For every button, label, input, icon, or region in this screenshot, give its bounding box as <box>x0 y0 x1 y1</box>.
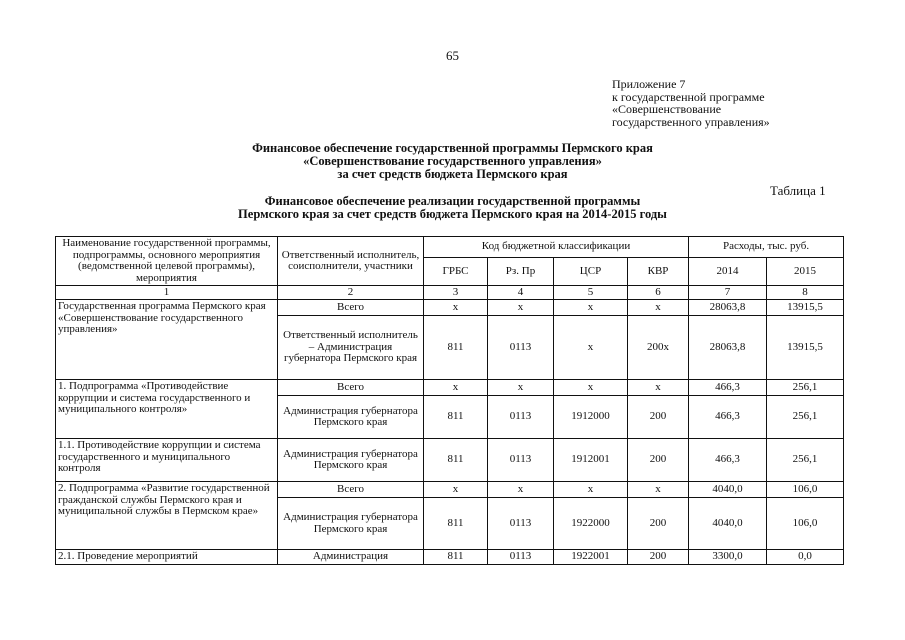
grbs-cell: 811 <box>424 316 488 380</box>
rzpr-cell: 0113 <box>488 550 554 565</box>
header-executor: Ответственный исполнитель, соисполнители, участники <box>278 237 424 286</box>
executor-cell: Администрация <box>278 550 424 565</box>
amount-2014-cell: 466,3 <box>689 380 767 396</box>
kvr-cell: 200 <box>628 396 689 439</box>
program-name: 2.1. Проведение мероприятий <box>56 550 278 565</box>
appendix-line: Приложение 7 <box>612 77 686 91</box>
amount-2015-cell: 13915,5 <box>767 300 844 316</box>
table-row <box>56 482 844 498</box>
rzpr-cell: 0113 <box>488 498 554 550</box>
rzpr-cell: х <box>488 300 554 316</box>
amount-2014-cell: 4040,0 <box>689 482 767 498</box>
column-number: 4 <box>488 286 554 300</box>
csr-cell: 1912001 <box>554 439 628 482</box>
rzpr-cell: х <box>488 482 554 498</box>
rzpr-cell: х <box>488 380 554 396</box>
grbs-cell: 811 <box>424 550 488 565</box>
table-title <box>0 195 905 221</box>
kvr-cell: 200 <box>628 550 689 565</box>
kvr-cell: 200 <box>628 498 689 550</box>
amount-2014-cell: 3300,0 <box>689 550 767 565</box>
program-name: 2. Подпрограмма «Развитие государственной гражданской службы Пермского края и муниципальной службы в Пермском крае» <box>56 482 278 550</box>
table-row <box>56 380 844 396</box>
csr-cell: х <box>554 380 628 396</box>
rzpr-cell: 0113 <box>488 439 554 482</box>
header-expenses: Расходы, тыс. руб. <box>689 237 844 258</box>
csr-cell: 1912000 <box>554 396 628 439</box>
appendix-line: «Совершенствование <box>612 102 722 116</box>
page-number: 65 <box>446 48 459 63</box>
title-line: за счет средств бюджета Пермского края <box>337 167 568 181</box>
grbs-cell: 811 <box>424 498 488 550</box>
header-2014: 2014 <box>689 258 767 286</box>
amount-2014-cell: 28063,8 <box>689 300 767 316</box>
kvr-cell: х <box>628 482 689 498</box>
header-budget-code: Код бюджетной классификации <box>424 237 689 258</box>
header-2015: 2015 <box>767 258 844 286</box>
kvr-cell: х <box>628 300 689 316</box>
column-number: 7 <box>689 286 767 300</box>
program-name: 1.1. Противодействие коррупции и система государственного и муниципального контроля <box>56 439 278 482</box>
executor-cell: Администрация губернатора Пермского края <box>278 396 424 439</box>
kvr-cell: 200х <box>628 316 689 380</box>
header-csr: ЦСР <box>554 258 628 286</box>
amount-2014-cell: 4040,0 <box>689 498 767 550</box>
column-number: 3 <box>424 286 488 300</box>
grbs-cell: 811 <box>424 439 488 482</box>
amount-2015-cell: 256,1 <box>767 439 844 482</box>
amount-2015-cell: 256,1 <box>767 380 844 396</box>
csr-cell: х <box>554 300 628 316</box>
header-rzpr: Рз. Пр <box>488 258 554 286</box>
amount-2014-cell: 466,3 <box>689 396 767 439</box>
executor-cell: Всего <box>278 380 424 396</box>
amount-2015-cell: 0,0 <box>767 550 844 565</box>
amount-2014-cell: 28063,8 <box>689 316 767 380</box>
executor-cell: Всего <box>278 482 424 498</box>
header-name: Наименование государственной программы, подпрограммы, основного мероприятия (ведомственной целевой программы), мероприятия <box>56 237 278 286</box>
rzpr-cell: 0113 <box>488 396 554 439</box>
executor-cell: Всего <box>278 300 424 316</box>
column-number: 5 <box>554 286 628 300</box>
appendix-note <box>612 78 770 128</box>
amount-2015-cell: 256,1 <box>767 396 844 439</box>
title-line: Финансовое обеспечение государственной программы Пермского края <box>252 141 653 155</box>
subtitle-line: Финансовое обеспечение реализации государственной программы <box>264 194 641 208</box>
amount-2015-cell: 106,0 <box>767 482 844 498</box>
amount-2015-cell: 106,0 <box>767 498 844 550</box>
column-numbers-row <box>56 286 844 300</box>
program-name: 1. Подпрограмма «Противодействие коррупции и система государственного и муниципального контроля» <box>56 380 278 439</box>
table-row <box>56 550 844 565</box>
executor-cell: Ответственный исполнитель – Администрация губернатора Пермского края <box>278 316 424 380</box>
rzpr-cell: 0113 <box>488 316 554 380</box>
kvr-cell: х <box>628 380 689 396</box>
appendix-line: государственного управления» <box>612 114 770 129</box>
executor-cell: Администрация губернатора Пермского края <box>278 498 424 550</box>
financing-table <box>55 236 844 565</box>
kvr-cell: 200 <box>628 439 689 482</box>
program-name: Государственная программа Пермского края «Совершенствование государственного управления» <box>56 300 278 380</box>
table-label: Таблица 1 <box>770 183 826 198</box>
document-title <box>0 142 905 181</box>
grbs-cell: х <box>424 300 488 316</box>
csr-cell: 1922001 <box>554 550 628 565</box>
column-number: 8 <box>767 286 844 300</box>
header-kvr: КВР <box>628 258 689 286</box>
table-row <box>56 300 844 316</box>
table-row <box>56 439 844 482</box>
subtitle-line: Пермского края за счет средств бюджета Пермского края на 2014-2015 годы <box>238 207 667 221</box>
executor-cell: Администрация губернатора Пермского края <box>278 439 424 482</box>
amount-2014-cell: 466,3 <box>689 439 767 482</box>
column-number: 1 <box>56 286 278 300</box>
grbs-cell: х <box>424 380 488 396</box>
csr-cell: х <box>554 482 628 498</box>
amount-2015-cell: 13915,5 <box>767 316 844 380</box>
csr-cell: 1922000 <box>554 498 628 550</box>
grbs-cell: х <box>424 482 488 498</box>
title-line: «Совершенствование государственного управления» <box>303 154 602 168</box>
appendix-line: к государственной программе <box>612 89 765 104</box>
grbs-cell: 811 <box>424 396 488 439</box>
column-number: 2 <box>278 286 424 300</box>
column-number: 6 <box>628 286 689 300</box>
csr-cell: х <box>554 316 628 380</box>
header-grbs: ГРБС <box>424 258 488 286</box>
